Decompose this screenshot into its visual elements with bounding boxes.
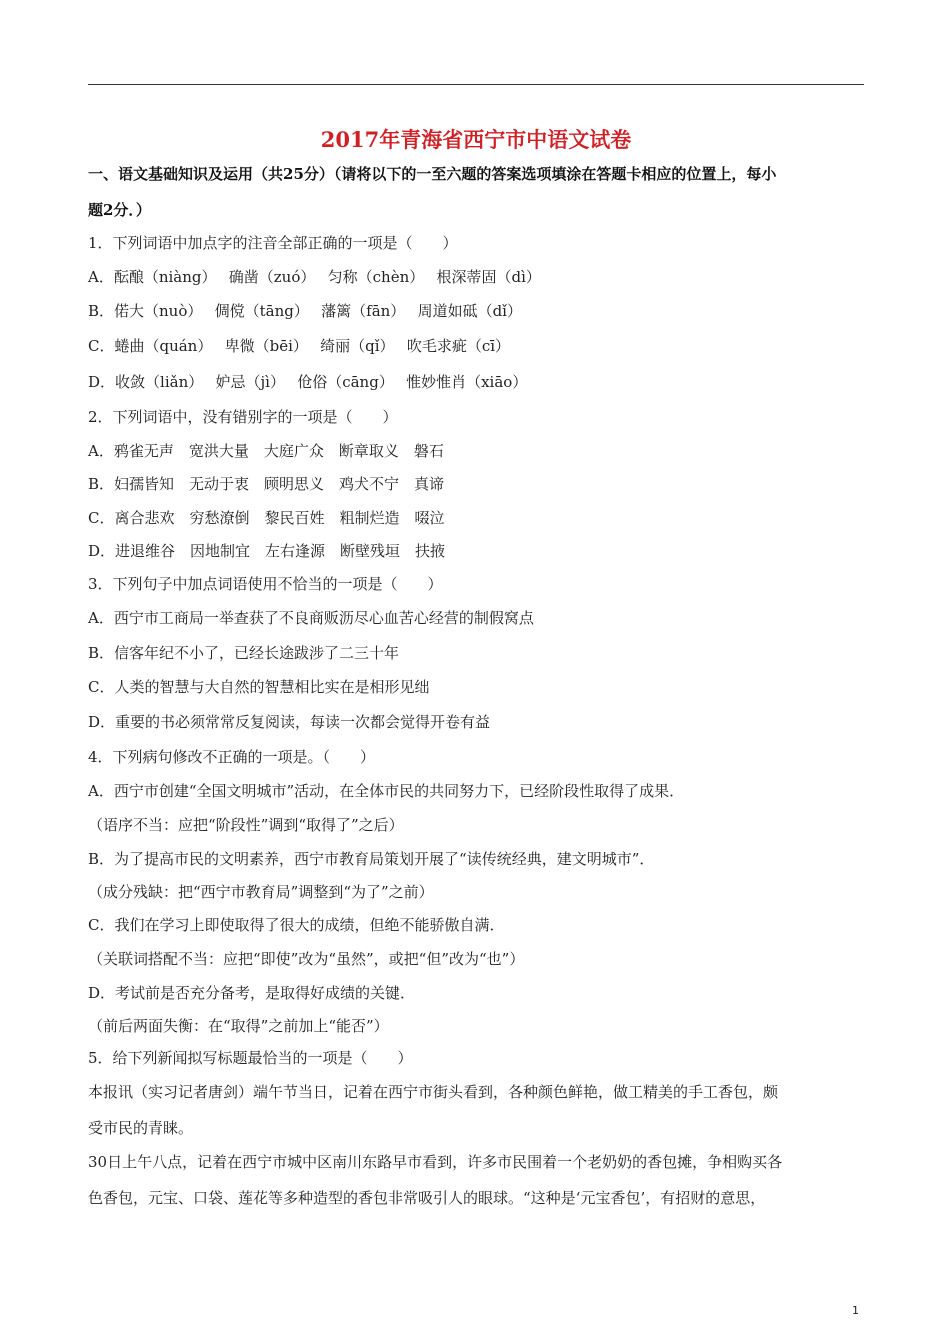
section-heading-line-1: 一、语文基础知识及运用（共25分）（请将以下的一至六题的答案选项填涂在答题卡相应的位置上，每小 [88,165,777,183]
text-line: 1．下列词语中加点字的注音全部正确的一项是（ ） [88,234,458,252]
text-line: （关联词搭配不当：应把“即使”改为“虽然”，或把“但”改为“也”） [88,950,525,968]
text-line: D．进退维谷 因地制宜 左右逢源 断壁残垣 扶掖 [88,542,446,560]
header-rule [88,84,864,85]
text-line: D．收敛（liǎn） 妒忌（jì） 伧俗（cāng） 惟妙惟肖（xiāo） [88,373,528,391]
text-line: 本报讯（实习记者唐剑）端午节当日，记着在西宁市街头看到，各种颜色鲜艳，做工精美的手工香包，颇 [88,1083,779,1101]
text-line: 5．给下列新闻拟写标题最恰当的一项是（ ） [88,1049,413,1067]
text-line: D．重要的书必须常常反复阅读，每读一次都会觉得开卷有益 [88,713,491,731]
section-heading-line-2: 题2分．） [88,201,151,219]
text-line: D．考试前是否充分备考，是取得好成绩的关键． [88,984,416,1002]
text-line: 4．下列病句修改不正确的一项是。（ ） [88,748,376,766]
text-line: A．西宁市创建“全国文明城市”活动，在全体市民的共同努力下，已经阶段性取得了成果． [88,782,685,800]
text-line: （前后两面失衡：在“取得”之前加上“能否”） [88,1017,389,1035]
text-line: 30日上午八点，记着在西宁市城中区南川东路早市看到，许多市民围着一个老奶奶的香包摊，争相购买各 [88,1153,783,1171]
text-line: B．信客年纪不小了，已经长途跋涉了二三十年 [88,644,400,662]
text-line: B．妇孺皆知 无动于衷 顾明思义 鸡犬不宁 真谛 [88,475,445,493]
text-line: C．人类的智慧与大自然的智慧相比实在是相形见绌 [88,678,430,696]
text-line: A．鸦雀无声 宽洪大量 大庭广众 断章取义 磐石 [88,442,444,460]
page-title: 2017年青海省西宁市中语文试卷 [320,127,632,152]
text-line: B．偌大（nuò） 倜傥（tāng） 藩篱（fān） 周道如砥（dǐ） [88,302,522,320]
text-line: 色香包，元宝、口袋、莲花等多种造型的香包非常吸引人的眼球。“这种是‘元宝香包’，有招财的意思， [88,1189,766,1207]
text-line: A．酝酿（niàng） 确凿（zuó） 匀称（chèn） 根深蒂固（dì） [88,268,541,286]
text-line: （成分残缺：把“西宁市教育局”调整到“为了”之前） [88,883,434,901]
text-line: 3．下列句子中加点词语使用不恰当的一项是（ ） [88,575,443,593]
page-number: 1 [852,1304,859,1317]
text-line: C．离合悲欢 穷愁潦倒 黎民百姓 粗制烂造 啜泣 [88,509,445,527]
text-line: 2．下列词语中，没有错别字的一项是（ ） [88,408,398,426]
text-line: 受市民的青睐。 [88,1119,194,1137]
text-line: C．蜷曲（quán） 卑微（bēi） 绮丽（qǐ） 吹毛求疵（cī） [88,337,511,355]
text-line: A．西宁市工商局一举查获了不良商贩沥尽心血苦心经营的制假窝点 [88,609,534,627]
text-line: （语序不当：应把“阶段性”调到“取得了”之后） [88,816,404,834]
text-line: C．我们在学习上即使取得了很大的成绩，但绝不能骄傲自满． [88,916,505,934]
text-line: B．为了提高市民的文明素养，西宁市教育局策划开展了“读传统经典，建文明城市”． [88,850,655,868]
